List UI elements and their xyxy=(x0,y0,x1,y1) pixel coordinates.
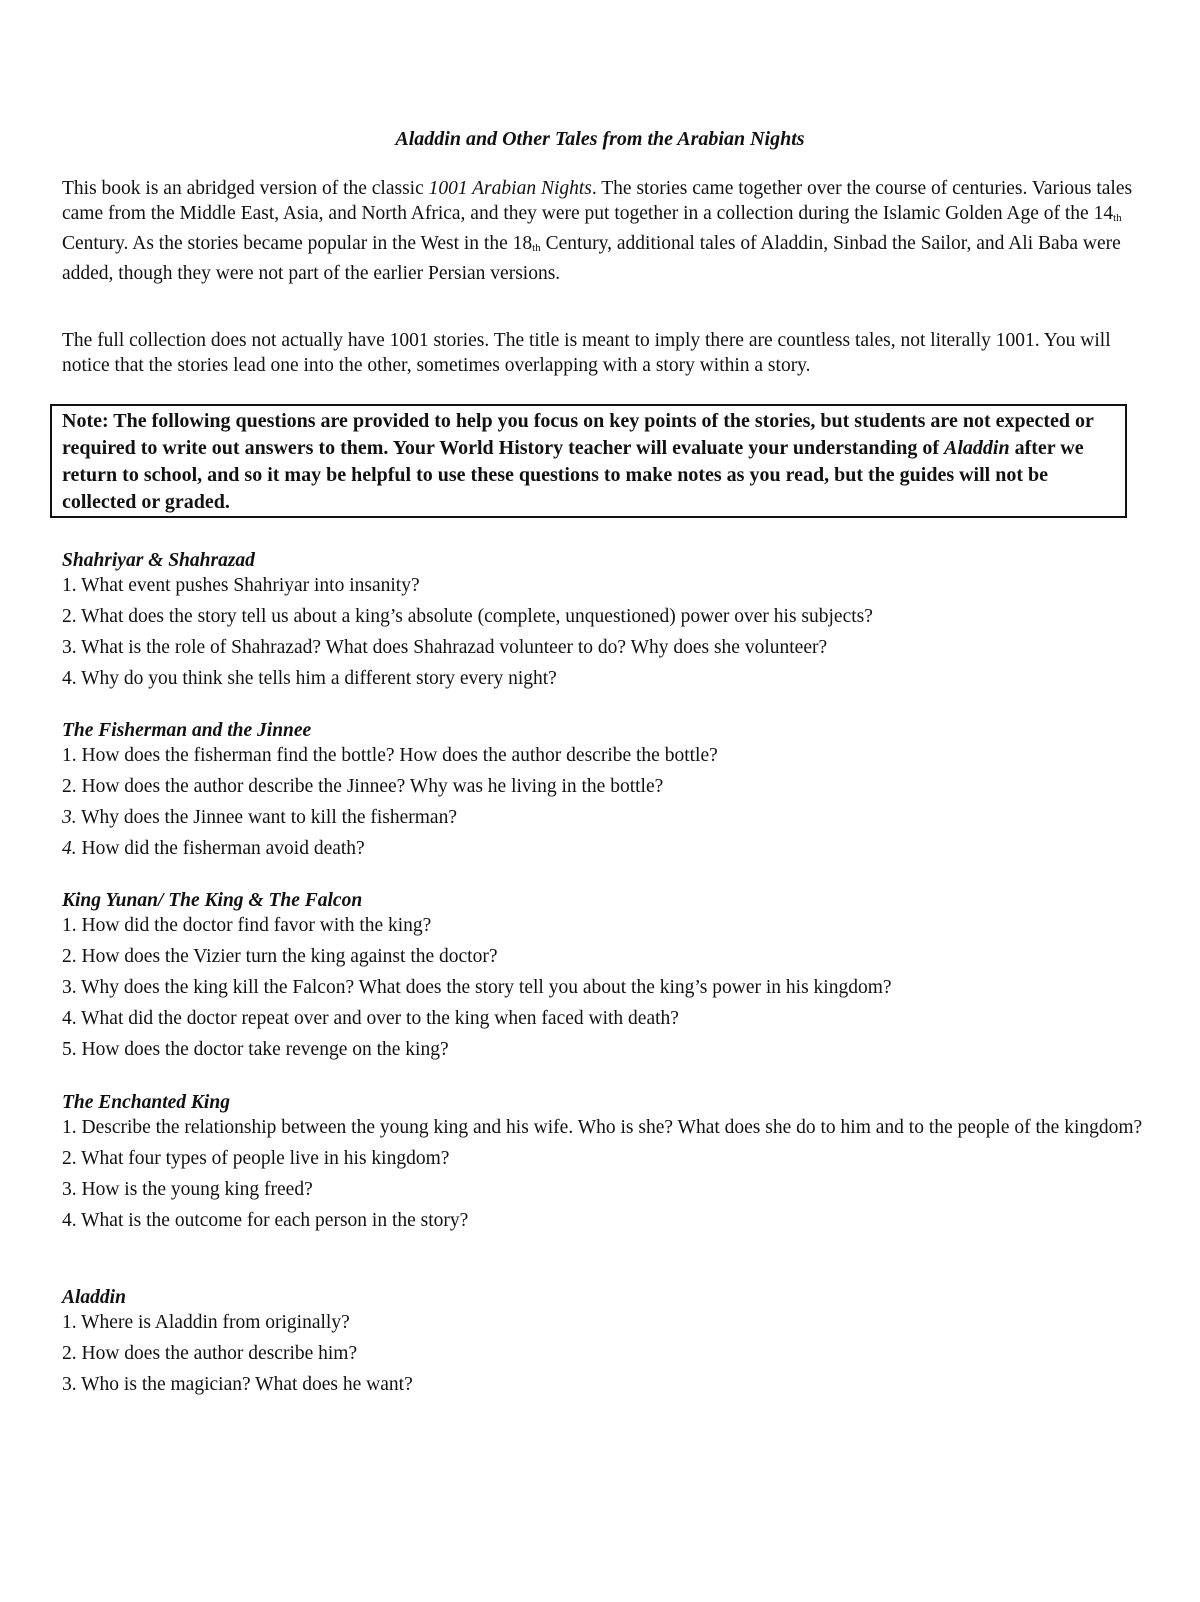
question-item xyxy=(62,604,1162,629)
section-shahriyar-shahrazad xyxy=(62,548,1162,697)
question-list xyxy=(62,743,1162,861)
question-number: 2. xyxy=(62,776,77,797)
intro-text: Century, additional tales of Aladdin, Sinbad the Sailor, and Ali Baba were added, though they were not part of the earlier Persian versions. xyxy=(62,233,1121,284)
note-text: Note: The following questions are provided to help you focus on key points of the stories, but students are not expected or required to write out answers to them. Your World History teacher will evaluate your understanding of xyxy=(62,410,1094,459)
question-item xyxy=(62,1006,1162,1031)
question-number: 3. xyxy=(62,1374,77,1395)
question-item xyxy=(62,805,1162,830)
question-text: How did the doctor find favor with the king? xyxy=(81,915,432,936)
question-text: What is the role of Shahrazad? What does Shahrazad volunteer to do? Why does she volunteer? xyxy=(81,637,828,658)
question-item xyxy=(62,1310,1162,1335)
question-item xyxy=(62,913,1162,938)
question-text: Describe the relationship between the young king and his wife. Who is she? What does she do to him and to the people of the kingdom? xyxy=(81,1117,1143,1138)
question-item xyxy=(62,944,1162,969)
question-list xyxy=(62,913,1162,1062)
section-aladdin xyxy=(62,1285,1162,1403)
note-box xyxy=(50,404,1127,518)
question-text: Why do you think she tells him a different story every night? xyxy=(81,668,557,689)
section-heading: King Yunan/ The King & The Falcon xyxy=(62,890,363,911)
section-heading: The Fisherman and the Jinnee xyxy=(62,720,312,741)
note-italic-title: Aladdin xyxy=(944,437,1010,459)
question-item xyxy=(62,1372,1162,1397)
question-text: How does the author describe him? xyxy=(81,1343,358,1364)
question-number: 3. xyxy=(62,1179,77,1200)
question-number: 1. xyxy=(62,745,77,766)
question-number: 1. xyxy=(62,1117,77,1138)
question-number: 2. xyxy=(62,1343,77,1364)
question-item xyxy=(62,635,1162,660)
ordinal-suffix: th xyxy=(532,242,541,254)
question-item xyxy=(62,1037,1162,1062)
question-text: What four types of people live in his kingdom? xyxy=(81,1148,450,1169)
section-heading: Aladdin xyxy=(62,1287,126,1308)
question-number: 5. xyxy=(62,1039,77,1060)
question-number: 4. xyxy=(62,1008,77,1029)
question-text: What does the story tell us about a king’s absolute (complete, unquestioned) power over his subjects? xyxy=(81,606,873,627)
question-number: 2. xyxy=(62,1148,77,1169)
question-item xyxy=(62,836,1162,861)
question-item xyxy=(62,1208,1162,1233)
question-text: What did the doctor repeat over and over to the king when faced with death? xyxy=(81,1008,679,1029)
question-number: 1. xyxy=(62,1312,77,1333)
question-number: 1. xyxy=(62,575,77,596)
section-heading: The Enchanted King xyxy=(62,1092,230,1113)
question-number: 4. xyxy=(62,668,77,689)
question-number: 3. xyxy=(62,637,77,658)
question-number: 4. xyxy=(62,1210,77,1231)
question-text: Where is Aladdin from originally? xyxy=(81,1312,350,1333)
question-number: 4. xyxy=(62,838,77,859)
book-title-italic: 1001 Arabian Nights xyxy=(428,178,592,199)
question-item xyxy=(62,1177,1162,1202)
note-text: after we return to school, and so it may be helpful to use these questions to make notes as you read, but the guides will not be collected or graded. xyxy=(62,437,1084,513)
question-number: 3. xyxy=(62,977,77,998)
question-text: How did the fisherman avoid death? xyxy=(81,838,365,859)
question-list xyxy=(62,573,1162,691)
question-item xyxy=(62,1146,1162,1171)
question-text: What event pushes Shahriyar into insanity? xyxy=(81,575,420,596)
question-text: How does the doctor take revenge on the king? xyxy=(81,1039,449,1060)
intro-text: . The stories came together over the course of centuries. Various tales came from the Middle East, Asia, and North Africa, and they were put together in a collection during the Islamic Golden Age of the 14 xyxy=(62,178,1133,224)
question-text: How does the author describe the Jinnee? Why was he living in the bottle? xyxy=(81,776,664,797)
question-list xyxy=(62,1310,1162,1397)
question-list xyxy=(62,1115,1162,1233)
question-item xyxy=(62,975,1162,1000)
intro-text: Century. As the stories became popular in the West in the 18 xyxy=(62,233,533,254)
document-title: Aladdin and Other Tales from the Arabian Nights xyxy=(395,128,805,150)
question-item xyxy=(62,573,1162,598)
section-heading: Shahriyar & Shahrazad xyxy=(62,550,255,571)
intro-text: This book is an abridged version of the classic xyxy=(62,178,429,199)
section-fisherman-jinnee xyxy=(62,718,1162,867)
question-item xyxy=(62,774,1162,799)
question-text: How does the fisherman find the bottle? How does the author describe the bottle? xyxy=(81,745,718,766)
ordinal-suffix: th xyxy=(1113,212,1122,224)
section-king-yunan xyxy=(62,888,1162,1068)
question-item xyxy=(62,1115,1162,1140)
question-text: Why does the king kill the Falcon? What does the story tell you about the king’s power in his kingdom? xyxy=(81,977,892,998)
question-text: How is the young king freed? xyxy=(81,1179,313,1200)
question-text: How does the Vizier turn the king against the doctor? xyxy=(81,946,498,967)
question-text: Why does the Jinnee want to kill the fisherman? xyxy=(81,807,457,828)
intro-paragraph-2: The full collection does not actually have 1001 stories. The title is meant to imply there are countless tales, not literally 1001. You will notice that the stories lead one into the other, sometimes overlapping with a story within a story. xyxy=(62,330,1111,376)
question-number: 1. xyxy=(62,915,77,936)
question-number: 2. xyxy=(62,946,77,967)
question-item xyxy=(62,743,1162,768)
question-text: What is the outcome for each person in the story? xyxy=(81,1210,469,1231)
question-item xyxy=(62,1341,1162,1366)
question-number: 3. xyxy=(62,807,77,828)
question-text: Who is the magician? What does he want? xyxy=(81,1374,413,1395)
question-number: 2. xyxy=(62,606,77,627)
section-enchanted-king xyxy=(62,1090,1162,1239)
question-item xyxy=(62,666,1162,691)
intro-paragraph-1 xyxy=(62,176,1162,286)
